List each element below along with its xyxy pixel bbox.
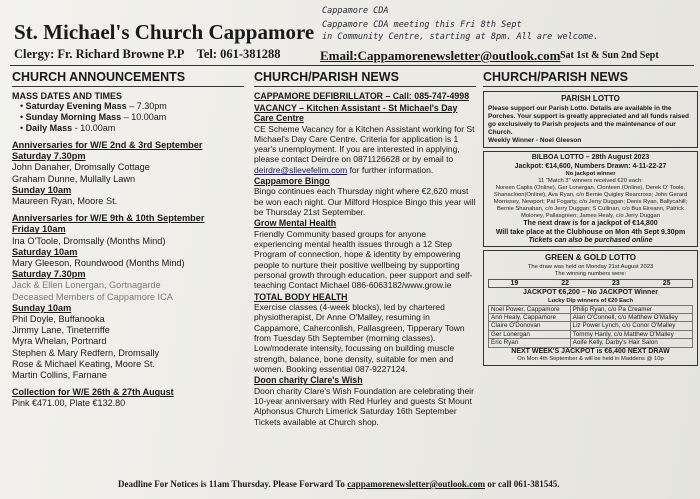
parish-news-column-2: [483, 70, 698, 369]
clare-title: Doon charity Clare's Wish: [254, 375, 363, 386]
vacancy-email-link[interactable]: deirdre@slievefelim.com: [254, 164, 348, 175]
defibrillator-notice: CAPPAMORE DEFIBRILLATOR – Call: 085-747-4998: [254, 91, 470, 101]
tbh-title: TOTAL BODY HEALTH: [254, 291, 348, 302]
telephone: Tel: 061-381288: [196, 47, 281, 61]
page-title: St. Michael's Church Cappamore: [14, 20, 315, 44]
issue-dates: Sat 1st & Sun 2nd Sept: [560, 50, 659, 61]
grow-text: Friendly Community based groups for anyone experiencing mental health issues through a 12 Step Program of connection, hope & identity by empowering people to nurture their positive wellbeing by supporting personal growth through education, peer support and self-teaching Contact Michael 086-6063182/www.grow.ie: [254, 228, 473, 291]
church-announcements-column: [12, 70, 244, 409]
tbh-text: Exercise classes (4-week blocks), led by chartered physiotherapist, Dr Anne O'Malley, resuming in Cappamore, Caherconlish, Pallasgreen, Tipperary Town from Tuesday 5th September (morning classes). Low/moderate intensity, focussing on building muscle strength, balance, bone density, suitable for men and women. Booking essential 087-9227124.: [254, 302, 465, 374]
grow-title: Grow Mental Health: [254, 218, 337, 229]
clergy-info: [14, 47, 281, 62]
header-divider: [10, 65, 694, 66]
vacancy-title: VACANCY – Kitchen Assistant - St Michael's Day Care Centre: [254, 102, 458, 123]
collection-info: Collection for W/E 26th & 27th August Pink €471.00, Plate €132.80: [12, 387, 174, 409]
footer-deadline: Deadline For Notices is 11am Thursday. Please Forward To cappamorenewsletter@outlook.com or call 061-381545.: [118, 479, 560, 489]
vacancy-text: CE Scheme Vacancy for a Kitchen Assistant working for St Michael's Day Care Centre. Criteria for application is 1 year's unemployment. If you are interested in applying, please contact Deirdre on 0871126628 or by email to deirdre@slievefelim.com for further information.: [254, 123, 475, 175]
table-row: Noel Power, Cappamore Philip Ryan, c/o Pa Creamer: [489, 305, 693, 313]
green-gold-lotto-box: GREEN & GOLD LOTTO The draw was held on Monday 21st August 2023 The winning numbers were: 19 22 23 25 JACKPOT €6,200 – No JACKPOT Winner Lucky Dip winners of €20 Each Noel Power, Cappamore Philip Ryan, c/o Pa Creamer Ann Healy, Cappamore Alan O'Connell, c/o Matthew O'Malley Claire O'Donovan Liz Power Lynch, c/o Conor O'Malley Ger Lonergan Tommy Hanly, c/o Matthew O'Malley Eric Ryan Aoife Kelly, Darby's Hair Salon NEXT WEEK'S JACKPOT is €6,400 NEXT DRAW On Mon 4th September & will be held in Maddens @ 10p: [483, 250, 698, 366]
mass-item: • Saturday Evening Mass – 7.30pm: [20, 101, 167, 111]
bilboa-lotto-box: BILBOA LOTTO – 28th August 2023 Jackpot: €14,600, Numbers Drawn: 4-11-22-27 No jackpot winner 11 "Match 3" winners received €20 each: Noreen Caplis (Online), Ger Lonergan, Clonteen (Online), Derek O' Toole, Shanacloon(Online), Ava Ryan, c/o Bernie Quigley Rearcross; John Gerard Morrissey, Newport; Pat Fogarty, c/o Jerry Duggan; Denis Ryan, Ballycahill; Bernie Shanahan, c/o Jerry Duggan; S Cullinan, c/o Bus Eireann, Patrick Moloney, Pallasgreen; James Healy, c/o Jerry Duggan The next draw is for a jackpot of €14,800 Will take place at the Clubhouse on Mon 4th Sept 9.30pm Tickets can also be purchased online: [483, 151, 698, 247]
anniversaries-week2: Anniversaries for W/E 9th & 10th September Friday 10am Ina O'Toole, Dromsally (Months Mind) Saturday 10am Mary Gleeson, Roundwood (Months Mind) Saturday 7.30pm Jack & Ellen Lonergan, Gortnagarde Deceased Members of Cappamore ICA Sunday 10am Phil Doyle, Buffanooka Jimmy Lane, Tineterriffe Myra Whelan, Portnard Stephen & Mary Redfern, Dromsally Rose & Michael Keating, Moore St. Martin Collins, Farnane: [12, 213, 205, 381]
handwritten-note-line2: in Community Centre, starting at 8pm. All are welcome.: [322, 32, 599, 42]
parish-lotto-box: PARISH LOTTO Please support our Parish Lotto. Details are available in the Porches. Your support is greatly appreciated and all funds raised go exclusively to Parish projects and the maintenance of our Church. Weekly Winner - Noel Gleeson: [483, 91, 698, 148]
footer-email-link[interactable]: cappamorenewsletter@outlook.com: [347, 479, 486, 489]
parish-news-column: [254, 70, 476, 427]
anniversaries-week1: Anniversaries for W/E 2nd & 3rd September Saturday 7.30pm John Danaher, Dromsally Cottage Graham Dunne, Mullally Lawn Sunday 10am Maureen Ryan, Moore St.: [12, 140, 203, 207]
winning-numbers: 19 22 23 25: [488, 279, 693, 288]
mass-times-title: MASS DATES AND TIMES: [12, 91, 123, 101]
email-link[interactable]: Email:Cappamorenewsletter@outlook.com: [320, 48, 561, 63]
table-row: Ann Healy, Cappamore Alan O'Connell, c/o Matthew O'Malley: [489, 313, 693, 321]
clergy-name: Clergy: Fr. Richard Browne P.P: [14, 47, 185, 61]
parish-news-heading-2: CHURCH/PARISH NEWS: [483, 70, 698, 87]
table-row: Eric Ryan Aoife Kelly, Darby's Hair Salon: [489, 339, 693, 347]
parish-news-heading: CHURCH/PARISH NEWS: [254, 70, 476, 87]
table-row: Ger Lonergan Tommy Hanly, c/o Matthew O'Malley: [489, 330, 693, 338]
bingo-title: Cappamore Bingo: [254, 175, 330, 186]
table-row: Claire O'Donovan Liz Power Lynch, c/o Conor O'Malley: [489, 322, 693, 330]
announcements-heading: CHURCH ANNOUNCEMENTS: [12, 70, 244, 87]
clare-text: Doon charity Clare's Wish Foundation are celebrating their 10-year anniversary with Red Hurley and guests St Mount Alphonsus Church Limerick Saturday 16th September Tickets available at Church shop.: [254, 385, 474, 427]
bingo-text: Bingo continues each Thursday night where €2,620 must be won each night. Our Milford Hospice Bingo this year will be Thursday 21st September.: [254, 186, 476, 218]
mass-item: • Daily Mass - 10.00am: [20, 123, 116, 133]
mass-item: • Sunday Morning Mass – 10.00am: [20, 112, 167, 122]
handwritten-note-title: Cappamore CDA: [322, 6, 389, 16]
handwritten-note-line1: Cappamore CDA meeting this Fri 8th Sept: [322, 20, 522, 30]
lucky-dip-table: [488, 305, 693, 348]
